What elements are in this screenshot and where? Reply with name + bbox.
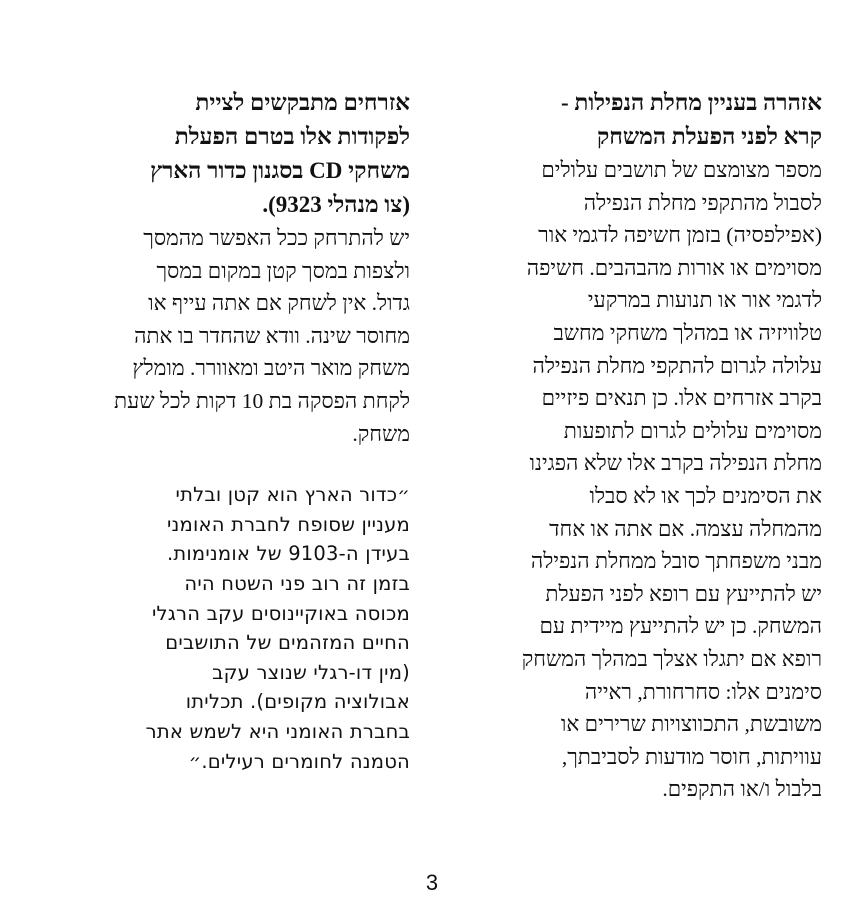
heading-line: לפקודות אלו בטרם הפעלת (174, 124, 410, 149)
body-line: בקרב אזרחים אלו. כן תנאים פיזיים (541, 386, 822, 411)
body-line: משחק. (352, 421, 410, 446)
body-line: מבני משפחתך סובל ממחלת הנפילה (530, 549, 822, 574)
body-line: מספר מצומצם של תושבים עלולים (541, 158, 822, 182)
earth-description-quote (60, 480, 410, 776)
quote-line: בעידן ה-9103 של אומנימות. (166, 542, 410, 566)
body-line: בלבול ו/או התקפים. (662, 777, 822, 802)
body-line: לסבול מהתקפי מחלת הנפילה (583, 190, 822, 215)
body-line: את הסימנים לכך או לא סבלו (589, 483, 822, 508)
quote-line: מעניין שסופח לחברת האומני (166, 512, 410, 536)
body-line: המשחק. כן יש להתייעץ מיידית עם (539, 614, 822, 639)
body-line: סימנים אלו: סחרחורת, ראייה (584, 679, 822, 704)
citizen-orders-heading (60, 86, 410, 222)
quote-line: ״כדור הארץ הוא קטן ובלתי (175, 483, 410, 507)
body-line: מחלת הנפילה בקרב אלו שלא הפגינו (529, 451, 822, 476)
body-line: טלוויזיה או במהלך משחקי מחשב (553, 320, 822, 345)
paragraph-spacer (60, 450, 410, 480)
body-line: לקחת הפסקה בת 10 דקות לכל שעת (114, 388, 410, 413)
epilepsy-warning-column (466, 86, 822, 806)
quote-line: בזמן זה רוב פני השטח היה (184, 571, 410, 595)
quote-line: בחברת האומני היא לשמש אתר (145, 719, 410, 743)
body-line: משובשת, התכווצויות שרירים או (560, 712, 822, 737)
heading-line: משחקי CD בסגנון כדור הארץ (150, 158, 410, 183)
body-line: עלולה לגרום להתקפי מחלת הנפילה (532, 353, 822, 378)
body-line: לדגמי אור או תנועות במרקעי (587, 288, 822, 313)
quote-line: (מין דו-רגלי שנוצר עקב (212, 660, 410, 684)
body-line: יש להתייעץ עם רופא לפני הפעלת (545, 581, 822, 606)
citizen-orders-column (60, 86, 410, 776)
quote-line: הטמנה לחומרים רעילים.״ (188, 749, 410, 773)
body-line: מסוימים או אורות מהבהבים. חשיפה (526, 255, 822, 280)
body-line: יש להתרחק ככל האפשר מהמסך (143, 226, 410, 250)
heading-line: קרא לפני הפעלת המשחק (596, 124, 822, 149)
quote-line: אבולוציה מקופים). תכליתו (185, 690, 410, 714)
body-line: ולצפות במסך קטן במקום במסך (156, 258, 410, 283)
body-line: רופא אם יתגלו אצלך במהלך המשחק (521, 646, 822, 671)
page-number: 3 (425, 870, 439, 895)
body-line: מסוימים עלולים לגרום לתופעות (563, 418, 822, 443)
body-line: (אפילפסיה) בזמן חשיפה לדגמי אור (538, 223, 822, 248)
heading-line: אזרחים מתבקשים לציית (195, 90, 410, 115)
body-line: מחוסר שינה. וודא שהחדר בו אתה (134, 323, 410, 348)
quote-line: מכוסה באוקיינוסים עקב הרגלי (151, 601, 410, 625)
body-line: עוויתות, חוסר מודעות לסביבתך, (561, 744, 822, 769)
body-line: מהמחלה עצמה. אם אתה או אחד (549, 516, 822, 541)
body-line: גדול. אין לשחק אם אתה עייף או (148, 291, 410, 316)
citizen-orders-body (60, 222, 410, 450)
body-line: משחק מואר היטב ומאוורר. מומלץ (132, 356, 410, 381)
epilepsy-warning-body (466, 154, 822, 806)
heading-line: אזהרה בעניין מחלת הנפילות - (560, 90, 822, 115)
quote-line: החיים המזהמים של התושבים (165, 631, 410, 655)
heading-line: (צו מנהלי 9323). (262, 192, 410, 217)
epilepsy-warning-heading (466, 86, 822, 154)
